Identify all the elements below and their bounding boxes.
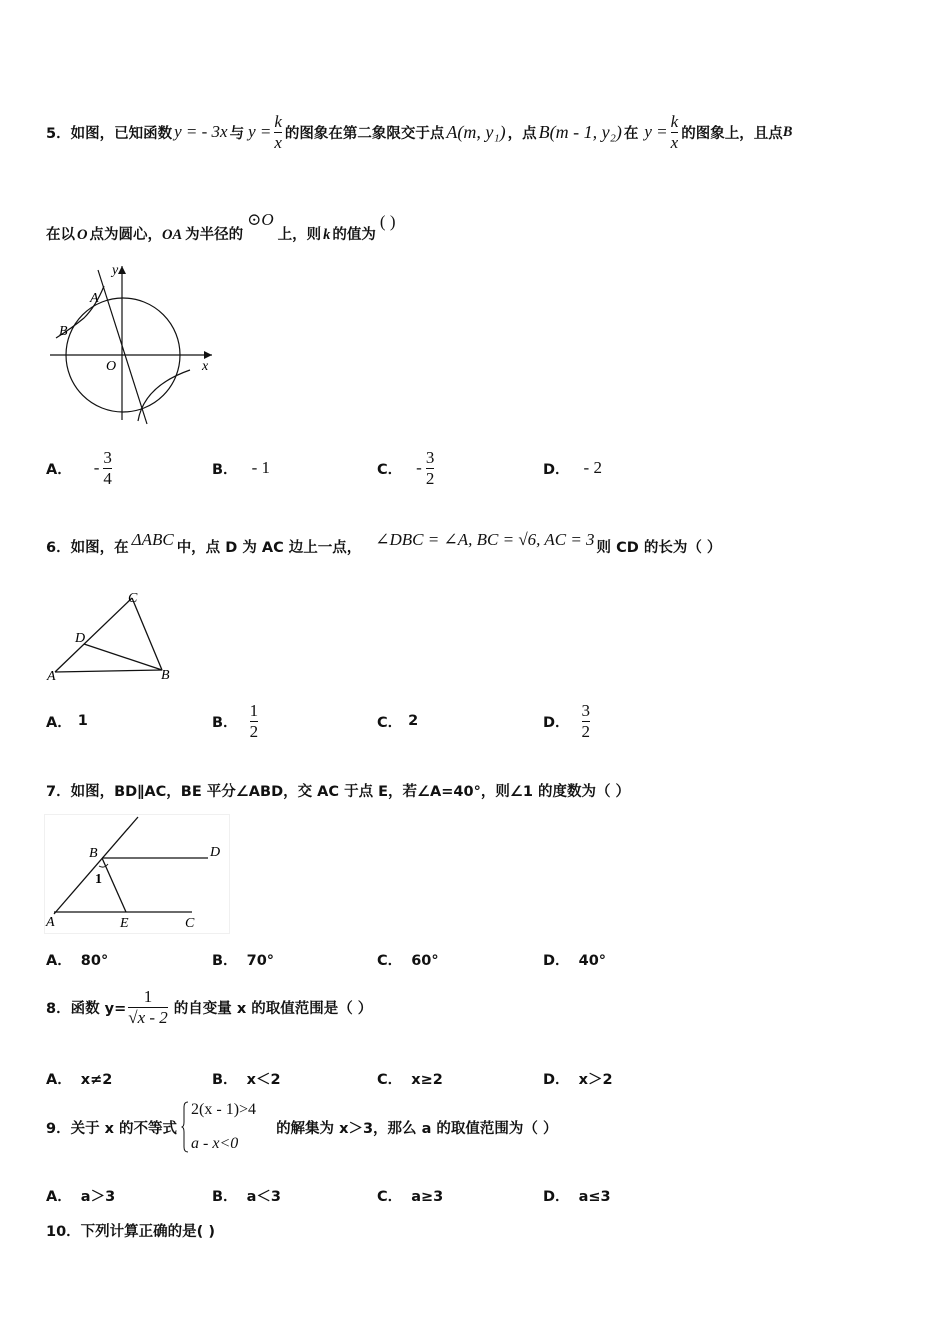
q5-text-3: 的图象在第二象限交于点 xyxy=(284,125,445,142)
q7-option-a[interactable] xyxy=(46,949,108,970)
q5-option-b-value: - 1 xyxy=(251,458,270,477)
q5-option-d-label: D． xyxy=(543,461,570,478)
q8-text-2: 的自变量 x 的取值范围是（ ） xyxy=(173,1000,373,1017)
q5-option-a-label: A． xyxy=(46,461,72,478)
q5-option-a-num: 3 xyxy=(103,447,112,467)
q9-text-1: 9．关于 x 的不等式 xyxy=(46,1120,178,1137)
q5-func-2-lhs: y = xyxy=(248,122,272,141)
q6-side-cb xyxy=(132,598,162,670)
q6-figure xyxy=(44,588,184,688)
q6-text-2: 中，点 D 为 AC 边上一点， xyxy=(176,539,362,556)
q9-stem xyxy=(46,1098,557,1156)
q6-option-c-value: 2 xyxy=(408,713,419,729)
q5-label-o: O xyxy=(106,359,117,374)
q5-text-2: 与 xyxy=(229,125,245,142)
q9-option-b-value: a＜3 xyxy=(246,1189,281,1205)
q5-line2-text-1: 在以 xyxy=(46,227,75,243)
q6-option-a-label: A． xyxy=(46,714,72,731)
q5-frac-den-2: x xyxy=(670,132,679,152)
q6-option-d-num: 3 xyxy=(581,700,591,720)
q7-label-d: D xyxy=(210,845,221,860)
q5-frac-k-over-x-2 xyxy=(671,112,679,152)
q9-option-a[interactable] xyxy=(46,1185,115,1206)
q5-option-b[interactable] xyxy=(212,444,270,492)
q5-number: 5． xyxy=(46,125,71,142)
q7-option-a-label: A． xyxy=(46,953,72,969)
q6-option-b-den: 2 xyxy=(249,721,259,741)
q8-option-c-label: C． xyxy=(377,1072,403,1088)
q8-frac-num: 1 xyxy=(143,986,153,1006)
q9-text-2: 的解集为 x＞3，那么 a 的取值范围为（ ） xyxy=(276,1120,558,1137)
q6-label-c: C xyxy=(128,591,138,606)
q6-option-c[interactable] xyxy=(377,696,418,746)
q6-text-3: 则 CD 的长为（ ） xyxy=(596,539,722,556)
q7-label-e: E xyxy=(120,916,129,931)
q9-option-d-label: D． xyxy=(543,1189,570,1205)
q5-frac-num: k xyxy=(274,111,282,131)
q5-option-a[interactable] xyxy=(46,444,112,492)
q6-side-ac xyxy=(55,598,132,672)
q7-option-c-value: 60° xyxy=(411,953,439,969)
q6-option-d-label: D． xyxy=(543,714,570,731)
q9-system-lines xyxy=(191,1101,256,1153)
q6-option-b-label: B． xyxy=(212,714,238,731)
q7-figure xyxy=(44,814,230,934)
q5-func-1: y = - 3x xyxy=(174,122,228,141)
q5-line2-text-5: 的值为 xyxy=(332,227,376,243)
q6-condition: ∠DBC = ∠A, BC = √6, AC = 3 xyxy=(375,530,595,549)
q7-option-b[interactable] xyxy=(212,949,274,970)
q6-option-b[interactable] xyxy=(212,696,258,746)
q8-option-d[interactable] xyxy=(543,1068,613,1089)
q6-option-d[interactable] xyxy=(543,696,590,746)
q5-answer-paren: ( ) xyxy=(379,212,396,231)
q5-text-6: 的图象上，且点 xyxy=(681,125,783,142)
q5-point-b: B(m - 1, y₂) xyxy=(538,121,622,142)
q5-func-3-lhs: y = xyxy=(644,122,668,141)
q8-option-b[interactable] xyxy=(212,1068,281,1089)
q5-option-a-den: 4 xyxy=(103,468,112,488)
q6-option-d-den: 2 xyxy=(581,721,591,741)
q5-option-c-den: 2 xyxy=(425,468,435,488)
q5-option-c-sign: - xyxy=(416,458,422,477)
q9-brace-icon xyxy=(181,1101,189,1153)
q7-option-b-value: 70° xyxy=(246,953,275,969)
q5-text-4: ，点 xyxy=(507,125,537,142)
q6-label-b: B xyxy=(161,668,170,683)
q5-label-a: A xyxy=(90,291,99,306)
q5-text-1: 如图，已知函数 xyxy=(70,125,173,142)
q7-option-c[interactable] xyxy=(377,949,439,970)
q8-option-d-label: D． xyxy=(543,1072,570,1088)
q9-option-c[interactable] xyxy=(377,1185,443,1206)
q6-option-a[interactable] xyxy=(46,696,88,746)
q5-option-b-label: B． xyxy=(212,461,238,478)
q7-line-ab xyxy=(54,817,138,914)
q5-label-y: y xyxy=(112,263,119,278)
q8-option-b-value: x＜2 xyxy=(246,1072,281,1088)
q6-option-d-frac xyxy=(582,701,591,741)
q5-hyperbola-branch-4 xyxy=(138,370,190,421)
q9-inequality-2: a - x<0 xyxy=(191,1135,239,1152)
q5-frac-num-2: k xyxy=(670,111,679,131)
q7-option-c-label: C． xyxy=(377,953,403,969)
q7-label-a: A xyxy=(46,915,55,930)
q5-y-arrow-icon xyxy=(118,266,126,274)
q8-option-b-label: B． xyxy=(212,1072,238,1088)
q5-option-d[interactable] xyxy=(543,444,602,492)
q6-text-1: 如图，在 xyxy=(70,539,129,556)
q5-x-arrow-icon xyxy=(204,351,212,359)
q8-frac xyxy=(128,987,168,1027)
q5-frac-k-over-x xyxy=(274,112,282,152)
q6-label-a: A xyxy=(47,669,56,684)
q5-figure xyxy=(44,258,224,428)
q5-line2-text-4: 上，则 xyxy=(277,227,322,243)
q5-line2 xyxy=(46,200,396,244)
q7-option-d[interactable] xyxy=(543,949,606,970)
q9-option-d[interactable] xyxy=(543,1185,611,1206)
q5-line1 xyxy=(46,102,792,162)
q5-option-d-value: - 2 xyxy=(583,458,602,477)
q8-option-a[interactable] xyxy=(46,1068,112,1089)
q8-option-d-value: x＞2 xyxy=(578,1072,613,1088)
q7-option-d-label: D． xyxy=(543,953,570,969)
q7-label-c: C xyxy=(185,916,195,931)
q5-option-c[interactable] xyxy=(377,444,434,492)
q5-line2-text-2: 点为圆心， xyxy=(89,227,162,243)
q6-option-c-label: C． xyxy=(377,714,403,731)
q8-option-c-value: x≥2 xyxy=(411,1072,443,1088)
q8-option-a-value: x≠2 xyxy=(80,1072,113,1088)
q8-frac-den: √x - 2 xyxy=(128,1007,168,1027)
q7-figure-frame xyxy=(45,815,230,934)
q5-text-5: 在 xyxy=(623,125,639,142)
q7-option-d-value: 40° xyxy=(578,953,607,969)
q5-line2-oa: OA xyxy=(161,227,183,243)
q7-label-1: 1 xyxy=(95,872,102,887)
q5-line2-text-3: 为半径的 xyxy=(185,227,244,243)
q5-frac-den: x xyxy=(274,132,282,152)
q5-b-label: B xyxy=(782,123,793,140)
q9-option-d-value: a≤3 xyxy=(578,1189,611,1205)
q5-option-c-label: C． xyxy=(377,461,403,478)
q6-triangle: ΔABC xyxy=(131,530,174,549)
q5-option-a-frac xyxy=(103,448,112,488)
q7-option-a-value: 80° xyxy=(80,953,109,969)
q9-option-b-label: B． xyxy=(212,1189,238,1205)
q5-label-x: x xyxy=(202,359,209,374)
q7-stem: 7．如图，BD∥AC，BE 平分∠ABD，交 AC 于点 E，若∠A=40°，则∠1 的度数为（ ） xyxy=(46,784,630,800)
q6-stem xyxy=(46,530,721,562)
q6-option-b-num: 1 xyxy=(249,700,259,720)
q8-text-1: 8．函数 y= xyxy=(46,1000,127,1017)
q5-point-a: A(m, y₁) xyxy=(446,121,506,142)
q8-option-a-label: A． xyxy=(46,1072,72,1088)
q8-option-c[interactable] xyxy=(377,1068,443,1089)
q5-label-b: B xyxy=(59,324,68,339)
q9-system xyxy=(181,1101,256,1153)
q9-inequality-1: 2(x - 1)>4 xyxy=(191,1101,257,1118)
q8-stem xyxy=(46,982,372,1032)
q7-label-b: B xyxy=(89,846,98,861)
q5-line2-k: k xyxy=(323,227,331,243)
q6-number: 6． xyxy=(46,539,71,556)
q10-stem: 10．下列计算正确的是( ) xyxy=(46,1224,215,1240)
q9-option-a-label: A． xyxy=(46,1189,72,1205)
q7-option-b-label: B． xyxy=(212,953,238,969)
q9-option-c-value: a≥3 xyxy=(411,1189,444,1205)
q5-line2-o: O xyxy=(77,227,88,243)
q9-option-c-label: C． xyxy=(377,1189,403,1205)
q6-label-d: D xyxy=(75,631,86,646)
q6-option-a-value: 1 xyxy=(77,713,88,729)
q6-option-b-frac xyxy=(250,701,259,741)
q9-option-a-value: a＞3 xyxy=(80,1189,116,1205)
q5-option-c-frac xyxy=(426,448,435,488)
q5-option-c-num: 3 xyxy=(425,447,435,467)
q6-side-ab xyxy=(55,670,162,672)
q5-circle-symbol: ⊙O xyxy=(247,210,274,229)
q6-segment-bd xyxy=(84,644,162,670)
q9-option-b[interactable] xyxy=(212,1185,281,1206)
q7-angle-1-arc xyxy=(99,864,108,867)
q5-option-a-sign: - xyxy=(93,458,100,477)
